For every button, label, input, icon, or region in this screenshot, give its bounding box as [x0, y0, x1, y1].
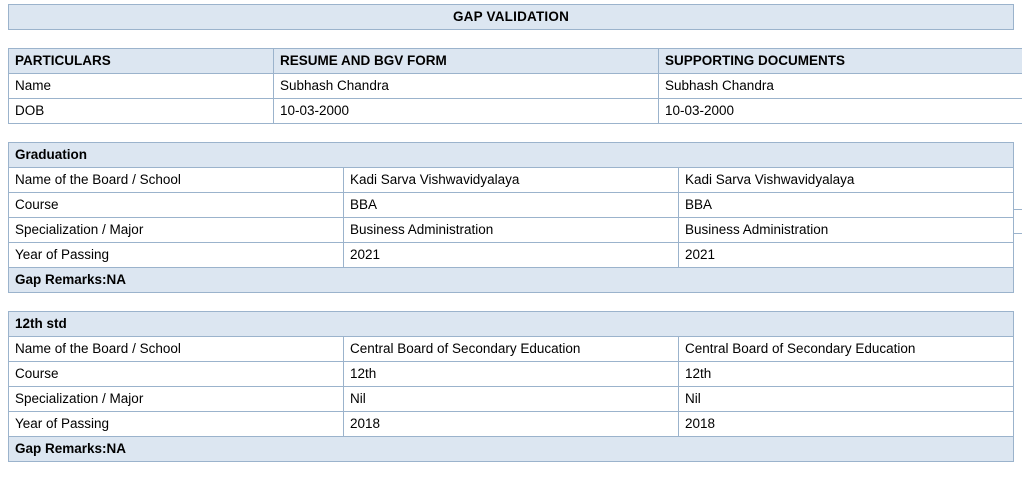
row-supporting-board: Kadi Sarva Vishwavidyalaya	[679, 168, 1014, 193]
column-header-supporting: SUPPORTING DOCUMENTS	[659, 49, 1022, 74]
row-label-specialization: Specialization / Major	[9, 387, 344, 412]
row-supporting-course: 12th	[679, 362, 1014, 387]
row-label-course: Course	[9, 193, 344, 218]
table-row	[9, 193, 1014, 218]
row-supporting-board: Central Board of Secondary Education	[679, 337, 1014, 362]
graduation-table	[8, 142, 1014, 293]
twelfth-std-table	[8, 311, 1014, 462]
row-supporting-year: 2018	[679, 412, 1014, 437]
table-row	[9, 74, 1022, 99]
row-supporting-name: Subhash Chandra	[659, 74, 1022, 99]
row-resume-board: Kadi Sarva Vishwavidyalaya	[344, 168, 679, 193]
column-header-resume: RESUME AND BGV FORM	[274, 49, 659, 74]
row-resume-specialization: Business Administration	[344, 218, 679, 243]
row-label-name: Name	[9, 74, 274, 99]
gap-remarks-twelfth: Gap Remarks:NA	[9, 437, 1014, 462]
spacer-after-graduation	[8, 293, 1014, 311]
row-supporting-specialization: Nil	[679, 387, 1014, 412]
table-edge-marker-lower	[1014, 233, 1022, 234]
section-heading-twelfth-row	[9, 312, 1014, 337]
gap-remarks-row-graduation	[9, 268, 1014, 293]
personal-details-table	[8, 48, 1022, 124]
row-resume-year: 2021	[344, 243, 679, 268]
row-label-specialization: Specialization / Major	[9, 218, 344, 243]
title-row	[9, 5, 1014, 30]
gap-remarks-row-twelfth	[9, 437, 1014, 462]
table-row	[9, 99, 1022, 124]
gap-validation-document	[0, 4, 1022, 485]
spacer-after-personal	[8, 124, 1014, 142]
column-header-particulars: PARTICULARS	[9, 49, 274, 74]
table-row	[9, 218, 1014, 243]
section-heading-twelfth: 12th std	[9, 312, 1014, 337]
table-row	[9, 412, 1014, 437]
row-resume-dob: 10-03-2000	[274, 99, 659, 124]
table-header-row	[9, 49, 1022, 74]
row-supporting-dob: 10-03-2000	[659, 99, 1022, 124]
row-label-dob: DOB	[9, 99, 274, 124]
row-label-board: Name of the Board / School	[9, 168, 344, 193]
section-heading-graduation: Graduation	[9, 143, 1014, 168]
row-supporting-specialization: Business Administration	[679, 218, 1014, 243]
row-resume-specialization: Nil	[344, 387, 679, 412]
row-resume-year: 2018	[344, 412, 679, 437]
row-supporting-course: BBA	[679, 193, 1014, 218]
row-label-board: Name of the Board / School	[9, 337, 344, 362]
table-row	[9, 168, 1014, 193]
table-row	[9, 243, 1014, 268]
section-heading-graduation-row	[9, 143, 1014, 168]
row-label-course: Course	[9, 362, 344, 387]
row-label-year: Year of Passing	[9, 243, 344, 268]
title-table	[8, 4, 1014, 30]
row-resume-name: Subhash Chandra	[274, 74, 659, 99]
document-title: GAP VALIDATION	[9, 5, 1014, 30]
row-resume-board: Central Board of Secondary Education	[344, 337, 679, 362]
table-edge-marker-upper	[1014, 209, 1022, 210]
gap-remarks-graduation: Gap Remarks:NA	[9, 268, 1014, 293]
table-row	[9, 337, 1014, 362]
row-resume-course: BBA	[344, 193, 679, 218]
table-row	[9, 362, 1014, 387]
spacer-after-title	[8, 30, 1014, 48]
row-label-year: Year of Passing	[9, 412, 344, 437]
row-resume-course: 12th	[344, 362, 679, 387]
table-row	[9, 387, 1014, 412]
row-supporting-year: 2021	[679, 243, 1014, 268]
